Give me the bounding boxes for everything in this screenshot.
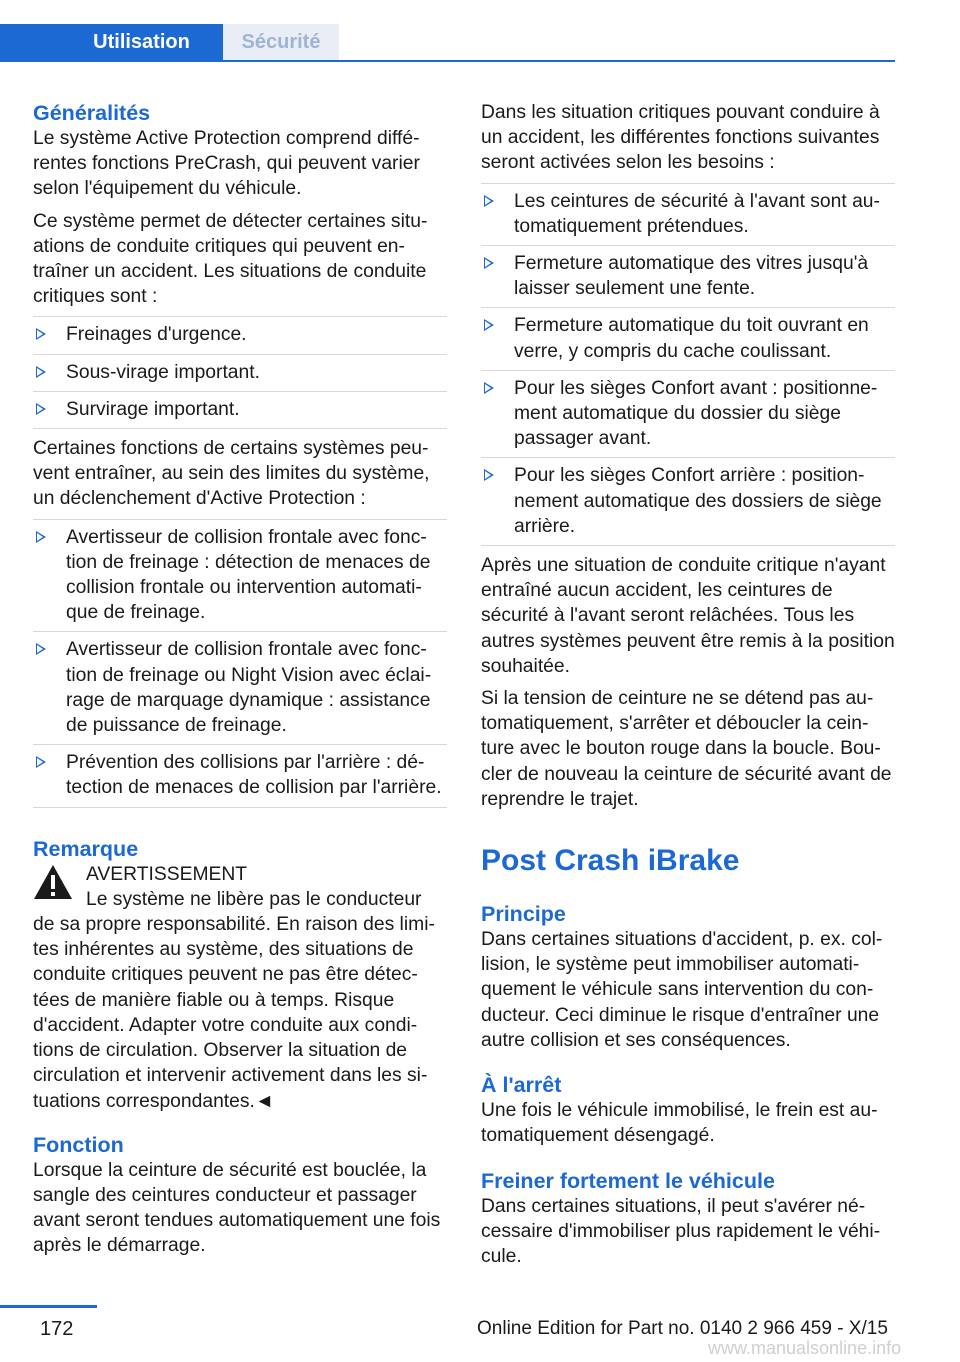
list-item: Avertisseur de collision frontale avec fonction de freinage : détection de menaces de collision frontale ou intervention automatique de freinage. bbox=[33, 519, 447, 632]
tab-securite[interactable]: Sécurité bbox=[223, 24, 339, 61]
list-item: Prévention des collisions par l'arrière : détection de menaces de collision par l'arrière. bbox=[33, 744, 447, 807]
heading-post-crash-ibrake: Post Crash iBrake bbox=[481, 844, 740, 878]
bullet-triangle-icon bbox=[484, 257, 494, 269]
right-column bbox=[481, 100, 895, 1276]
bullet-triangle-icon bbox=[484, 319, 494, 331]
heading-remarque: Remarque bbox=[33, 836, 139, 861]
bullet-triangle-icon bbox=[36, 531, 46, 543]
heading-freiner-fortement: Freiner fortement le véhicule bbox=[481, 1168, 775, 1193]
list-item: Sous-virage important. bbox=[33, 354, 447, 391]
bullet-triangle-icon bbox=[484, 469, 494, 481]
list-activated-functions bbox=[481, 183, 895, 546]
warning-triangle-icon bbox=[33, 864, 73, 900]
list-item: Freinages d'urgence. bbox=[33, 316, 447, 353]
online-edition-note: Online Edition for Part no. 0140 2 966 459 - X/15 bbox=[477, 1318, 888, 1339]
list-critical-situations bbox=[33, 316, 447, 429]
paragraph: Dans certaines situations, il peut s'avérer nécessaire d'immobiliser plus rapidement le véhicule. bbox=[481, 1195, 881, 1267]
paragraph: Ce système permet de détecter certaines situations de conduite critiques qui peuvent entraîner un accident. Les situations de conduite critiques sont : bbox=[33, 210, 428, 308]
bullet-triangle-icon bbox=[36, 643, 46, 655]
page-number: 172 bbox=[40, 1318, 74, 1340]
left-column bbox=[33, 100, 447, 1266]
bullet-triangle-icon bbox=[36, 366, 46, 378]
paragraph: Dans les situation critiques pouvant conduire à un accident, les différentes fonctions suivantes seront activées selon les besoins : bbox=[481, 102, 880, 174]
warning-first-line: Le système ne libère pas le conducteur bbox=[86, 888, 422, 910]
list-item: Fermeture automatique des vitres jusqu'à laisser seulement une fente. bbox=[481, 245, 895, 307]
paragraph: Certaines fonctions de certains systèmes peuvent entraîner, au sein des limites du système, un déclenchement d'Active Protection : bbox=[33, 438, 430, 510]
page-header bbox=[0, 24, 895, 62]
bullet-triangle-icon bbox=[36, 328, 46, 340]
list-item: Survirage important. bbox=[33, 391, 447, 429]
paragraph: Une fois le véhicule immobilisé, le frein est automatiquement désengagé. bbox=[481, 1100, 878, 1147]
paragraph: Si la tension de ceinture ne se détend pas automatiquement, s'arrêter et déboucler la ceinture avec le bouton rouge dans la boucle. Boucler de nouveau la ceinture de sécurité avant de reprendre le trajet. bbox=[481, 688, 892, 810]
heading-generalites: Généralités bbox=[33, 101, 151, 125]
warning-title: AVERTISSEMENT bbox=[86, 863, 248, 885]
list-item: Fermeture automatique du toit ouvrant en verre, y compris du cache coulissant. bbox=[481, 307, 895, 369]
list-item: Les ceintures de sécurité à l'avant sont automatiquement prétendues. bbox=[481, 183, 895, 245]
list-item: Avertisseur de collision frontale avec fonction de freinage ou Night Vision avec éclairage de marquage dynamique : assistance de puissance de freinage. bbox=[33, 631, 447, 744]
watermark: www.manualsonline.info bbox=[708, 1338, 902, 1358]
tab-utilisation[interactable]: Utilisation bbox=[0, 24, 223, 61]
heading-fonction: Fonction bbox=[33, 1132, 124, 1157]
paragraph: Lorsque la ceinture de sécurité est bouclée, la sangle des ceintures conducteur et passager avant seront tendues automatiquement une fois après le démarrage. bbox=[33, 1159, 441, 1257]
header-divider bbox=[0, 60, 895, 62]
bullet-triangle-icon bbox=[36, 403, 46, 415]
list-item: Pour les sièges Confort arrière : positionnement automatique des dossiers de siège arrière. bbox=[481, 457, 895, 546]
list-trigger-functions bbox=[33, 519, 447, 808]
bullet-triangle-icon bbox=[484, 382, 494, 394]
warning-box bbox=[33, 862, 447, 1114]
paragraph: Après une situation de conduite critique n'ayant entraîné aucun accident, les ceintures de sécurité à l'avant seront relâchées. Tous les autres systèmes peuvent être remis à la position souhaitée. bbox=[481, 555, 895, 677]
bullet-triangle-icon bbox=[36, 756, 46, 768]
list-item: Pour les sièges Confort avant : positionnement automatique du dossier du siège passager avant. bbox=[481, 370, 895, 458]
heading-principe: Principe bbox=[481, 902, 566, 927]
footer-divider bbox=[0, 1305, 97, 1308]
bullet-triangle-icon bbox=[484, 195, 494, 207]
heading-arret: À l'arrêt bbox=[481, 1073, 562, 1098]
paragraph: Dans certaines situations d'accident, p. ex. collision, le système peut immobiliser automatiquement le véhicule sans intervention du conducteur. Ceci diminue le risque d'entraîner une autre collision et ses conséquences. bbox=[481, 929, 883, 1051]
paragraph: Le système Active Protection comprend différentes fonctions PreCrash, qui peuvent varier selon l'équipement du véhicule. bbox=[33, 128, 420, 200]
warning-text: de sa propre responsabilité. En raison des limites inhérentes au système, des situations de conduite critiques peuvent ne pas être détectées de manière fiable ou à temps. Risque d'accident. Adapter votre conduite aux conditions de circulation. Observer la situation de circulation et intervenir activement dans les situations correspondantes.◄ bbox=[33, 914, 435, 1112]
